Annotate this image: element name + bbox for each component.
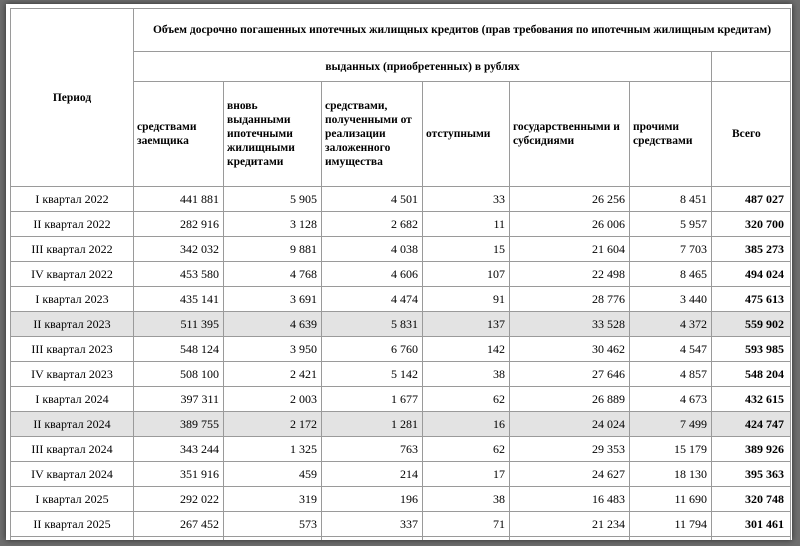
- value-cell: 267 452: [134, 512, 224, 537]
- cutoff-row: [11, 537, 791, 541]
- period-cell: IV квартал 2022: [11, 262, 134, 287]
- period-cell: II квартал 2025: [11, 512, 134, 537]
- total-cell: 432 615: [712, 387, 791, 412]
- column-header: прочими средствами: [630, 82, 712, 187]
- column-header: вновь выданными ипотечными жилищными кредитами: [224, 82, 322, 187]
- value-cell: 319: [224, 487, 322, 512]
- value-cell: 5 957: [630, 212, 712, 237]
- value-cell: 26 889: [510, 387, 630, 412]
- empty-cell: [11, 537, 134, 541]
- column-header: средствами заемщика: [134, 82, 224, 187]
- empty-cell: [224, 537, 322, 541]
- value-cell: 24 024: [510, 412, 630, 437]
- value-cell: 9 881: [224, 237, 322, 262]
- value-cell: 16: [423, 412, 510, 437]
- value-cell: 62: [423, 437, 510, 462]
- value-cell: 30 462: [510, 337, 630, 362]
- empty-cell: [322, 537, 423, 541]
- table-row: [11, 187, 791, 212]
- table-row: [11, 437, 791, 462]
- period-cell: IV квартал 2024: [11, 462, 134, 487]
- total-cell: 559 902: [712, 312, 791, 337]
- value-cell: 441 881: [134, 187, 224, 212]
- period-cell: III квартал 2024: [11, 437, 134, 462]
- value-cell: 15: [423, 237, 510, 262]
- empty-cell: [630, 537, 712, 541]
- value-cell: 21 234: [510, 512, 630, 537]
- value-cell: 11 794: [630, 512, 712, 537]
- value-cell: 11 690: [630, 487, 712, 512]
- table-row: [11, 337, 791, 362]
- value-cell: 4 501: [322, 187, 423, 212]
- table-row: [11, 312, 791, 337]
- total-cell: 424 747: [712, 412, 791, 437]
- value-cell: 33: [423, 187, 510, 212]
- value-cell: 62: [423, 387, 510, 412]
- value-cell: 6 760: [322, 337, 423, 362]
- value-cell: 548 124: [134, 337, 224, 362]
- period-cell: II квартал 2023: [11, 312, 134, 337]
- value-cell: 21 604: [510, 237, 630, 262]
- value-cell: 389 755: [134, 412, 224, 437]
- table-row: [11, 287, 791, 312]
- value-cell: 27 646: [510, 362, 630, 387]
- period-cell: III квартал 2023: [11, 337, 134, 362]
- column-header: средствами, полученными от реализации заложенного имущества: [322, 82, 423, 187]
- value-cell: 3 128: [224, 212, 322, 237]
- table-row: [11, 462, 791, 487]
- value-cell: 71: [423, 512, 510, 537]
- period-cell: II квартал 2022: [11, 212, 134, 237]
- value-cell: 3 950: [224, 337, 322, 362]
- value-cell: 453 580: [134, 262, 224, 287]
- total-cell: 389 926: [712, 437, 791, 462]
- value-cell: 2 172: [224, 412, 322, 437]
- table-row: [11, 387, 791, 412]
- value-cell: 137: [423, 312, 510, 337]
- table-row: [11, 212, 791, 237]
- value-cell: 343 244: [134, 437, 224, 462]
- value-cell: 5 142: [322, 362, 423, 387]
- value-cell: 38: [423, 362, 510, 387]
- column-header: государственными и субсидиями: [510, 82, 630, 187]
- value-cell: 107: [423, 262, 510, 287]
- value-cell: 2 003: [224, 387, 322, 412]
- value-cell: 282 916: [134, 212, 224, 237]
- total-header: Всего: [712, 82, 791, 187]
- value-cell: 91: [423, 287, 510, 312]
- value-cell: 16 483: [510, 487, 630, 512]
- period-cell: IV квартал 2023: [11, 362, 134, 387]
- value-cell: 15 179: [630, 437, 712, 462]
- total-cell: 301 461: [712, 512, 791, 537]
- total-cell: 395 363: [712, 462, 791, 487]
- value-cell: 3 440: [630, 287, 712, 312]
- value-cell: 26 006: [510, 212, 630, 237]
- period-cell: I квартал 2022: [11, 187, 134, 212]
- value-cell: 17: [423, 462, 510, 487]
- total-cell: 385 273: [712, 237, 791, 262]
- value-cell: 28 776: [510, 287, 630, 312]
- table-row: [11, 487, 791, 512]
- value-cell: 4 038: [322, 237, 423, 262]
- value-cell: 11: [423, 212, 510, 237]
- period-cell: I квартал 2023: [11, 287, 134, 312]
- table-body: [11, 187, 791, 541]
- value-cell: 4 474: [322, 287, 423, 312]
- period-header: Период: [11, 9, 134, 187]
- value-cell: 8 451: [630, 187, 712, 212]
- value-cell: 38: [423, 487, 510, 512]
- value-cell: 33 528: [510, 312, 630, 337]
- value-cell: 4 673: [630, 387, 712, 412]
- value-cell: 5 831: [322, 312, 423, 337]
- table-subtitle: выданных (приобретенных) в рублях: [134, 52, 712, 82]
- value-cell: 196: [322, 487, 423, 512]
- value-cell: 1 677: [322, 387, 423, 412]
- value-cell: 7 703: [630, 237, 712, 262]
- value-cell: 142: [423, 337, 510, 362]
- period-cell: III квартал 2022: [11, 237, 134, 262]
- table-row: [11, 512, 791, 537]
- value-cell: 4 639: [224, 312, 322, 337]
- total-cell: 593 985: [712, 337, 791, 362]
- value-cell: 214: [322, 462, 423, 487]
- period-cell: I квартал 2025: [11, 487, 134, 512]
- value-cell: 1 281: [322, 412, 423, 437]
- value-cell: 459: [224, 462, 322, 487]
- period-cell: I квартал 2024: [11, 387, 134, 412]
- value-cell: 435 141: [134, 287, 224, 312]
- period-cell: II квартал 2024: [11, 412, 134, 437]
- value-cell: 508 100: [134, 362, 224, 387]
- table-row: [11, 362, 791, 387]
- value-cell: 337: [322, 512, 423, 537]
- value-cell: 292 022: [134, 487, 224, 512]
- value-cell: 4 372: [630, 312, 712, 337]
- value-cell: 4 606: [322, 262, 423, 287]
- subtitle-spacer: [712, 52, 791, 82]
- value-cell: 3 691: [224, 287, 322, 312]
- value-cell: 4 768: [224, 262, 322, 287]
- table-row: [11, 262, 791, 287]
- value-cell: 8 465: [630, 262, 712, 287]
- value-cell: 1 325: [224, 437, 322, 462]
- total-cell: 487 027: [712, 187, 791, 212]
- value-cell: 351 916: [134, 462, 224, 487]
- value-cell: 2 421: [224, 362, 322, 387]
- value-cell: 2 682: [322, 212, 423, 237]
- value-cell: 4 857: [630, 362, 712, 387]
- table-title: Объем досрочно погашенных ипотечных жилищных кредитов (прав требования по ипотечным жилищным кредитам): [134, 9, 791, 52]
- total-cell: 494 024: [712, 262, 791, 287]
- table-row: [11, 237, 791, 262]
- column-header: отступными: [423, 82, 510, 187]
- total-cell: 320 700: [712, 212, 791, 237]
- empty-cell: [712, 537, 791, 541]
- value-cell: 18 130: [630, 462, 712, 487]
- value-cell: 397 311: [134, 387, 224, 412]
- table-sheet: [6, 4, 792, 540]
- value-cell: 26 256: [510, 187, 630, 212]
- total-cell: 320 748: [712, 487, 791, 512]
- value-cell: 24 627: [510, 462, 630, 487]
- value-cell: 7 499: [630, 412, 712, 437]
- table-row: [11, 412, 791, 437]
- total-cell: 475 613: [712, 287, 791, 312]
- value-cell: 22 498: [510, 262, 630, 287]
- mortgage-prepayment-table: [10, 8, 791, 540]
- empty-cell: [423, 537, 510, 541]
- value-cell: 342 032: [134, 237, 224, 262]
- empty-cell: [134, 537, 224, 541]
- value-cell: 511 395: [134, 312, 224, 337]
- value-cell: 5 905: [224, 187, 322, 212]
- value-cell: 763: [322, 437, 423, 462]
- value-cell: 4 547: [630, 337, 712, 362]
- value-cell: 29 353: [510, 437, 630, 462]
- total-cell: 548 204: [712, 362, 791, 387]
- empty-cell: [510, 537, 630, 541]
- value-cell: 573: [224, 512, 322, 537]
